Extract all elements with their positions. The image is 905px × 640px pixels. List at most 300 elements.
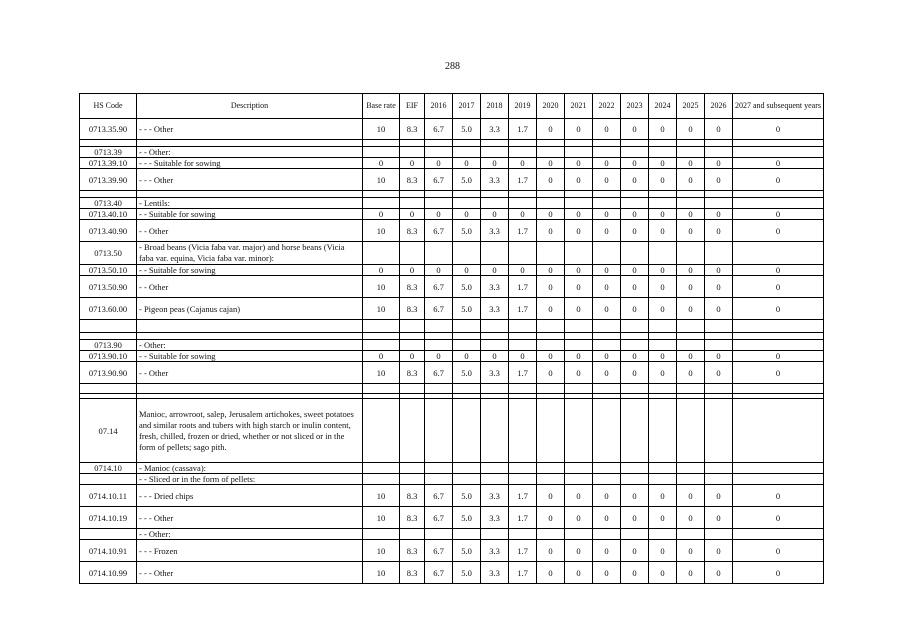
rate-cell xyxy=(453,147,481,158)
rate-cell: 0 xyxy=(705,351,733,362)
rate-cell xyxy=(733,463,824,474)
rate-cell: 6.7 xyxy=(425,540,453,562)
rate-cell xyxy=(481,399,509,463)
rate-cell: 3.3 xyxy=(481,362,509,384)
rate-cell: 6.7 xyxy=(425,220,453,242)
rate-cell xyxy=(733,340,824,351)
rate-cell xyxy=(705,242,733,265)
rate-cell xyxy=(593,320,621,333)
rate-cell xyxy=(593,191,621,198)
rate-cell: 0 xyxy=(649,209,677,220)
page-number: 288 xyxy=(445,61,460,72)
rate-cell xyxy=(705,474,733,485)
rate-cell xyxy=(649,191,677,198)
rate-cell: 0 xyxy=(649,158,677,169)
description-cell: - - - Other xyxy=(137,119,363,140)
description-cell: - - - Frozen xyxy=(137,540,363,562)
rate-cell xyxy=(509,140,537,147)
rate-cell: 0 xyxy=(593,276,621,298)
rate-cell xyxy=(565,333,593,340)
rate-cell xyxy=(400,463,425,474)
rate-cell: 0 xyxy=(621,119,649,140)
rate-cell: 0 xyxy=(593,265,621,276)
rate-cell: 0 xyxy=(621,276,649,298)
rate-cell xyxy=(677,198,705,209)
description-cell: - - - Dried chips xyxy=(137,485,363,507)
rate-cell xyxy=(621,147,649,158)
rate-cell xyxy=(705,198,733,209)
rate-cell xyxy=(425,399,453,463)
rate-cell xyxy=(621,463,649,474)
rate-cell xyxy=(425,242,453,265)
table-row xyxy=(80,333,824,340)
rate-cell: 0 xyxy=(733,276,824,298)
rate-cell: 0 xyxy=(537,220,565,242)
rate-cell xyxy=(509,399,537,463)
rate-cell: 3.3 xyxy=(481,562,509,584)
rate-cell: 0 xyxy=(733,362,824,384)
header-hs-code: HS Code xyxy=(80,94,137,119)
rate-cell xyxy=(677,384,705,394)
rate-cell: 0 xyxy=(677,265,705,276)
rate-cell xyxy=(677,320,705,333)
rate-cell xyxy=(649,333,677,340)
rate-cell xyxy=(593,147,621,158)
hs-code-cell: 0714.10.19 xyxy=(80,507,137,529)
header-eif: EIF xyxy=(400,94,425,119)
description-cell: - - Other xyxy=(137,276,363,298)
rate-cell xyxy=(481,384,509,394)
rate-cell xyxy=(733,399,824,463)
rate-cell xyxy=(363,191,400,198)
rate-cell: 0 xyxy=(481,158,509,169)
rate-cell xyxy=(363,140,400,147)
description-cell: - - - Other xyxy=(137,507,363,529)
rate-cell xyxy=(481,320,509,333)
header-year: 2023 xyxy=(621,94,649,119)
rate-cell xyxy=(537,399,565,463)
rate-cell: 0 xyxy=(621,298,649,320)
rate-cell: 0 xyxy=(621,485,649,507)
rate-cell: 0 xyxy=(565,220,593,242)
rate-cell xyxy=(593,384,621,394)
hs-code-cell xyxy=(80,384,137,394)
rate-cell xyxy=(621,474,649,485)
rate-cell: 10 xyxy=(363,362,400,384)
rate-cell xyxy=(453,242,481,265)
rate-cell: 0 xyxy=(565,209,593,220)
rate-cell: 0 xyxy=(621,540,649,562)
rate-cell xyxy=(621,529,649,540)
rate-cell: 0 xyxy=(677,298,705,320)
rate-cell: 0 xyxy=(537,209,565,220)
rate-cell: 0 xyxy=(733,485,824,507)
rate-cell: 8.3 xyxy=(400,507,425,529)
rate-cell: 0 xyxy=(400,351,425,362)
rate-cell xyxy=(509,340,537,351)
table-row xyxy=(80,220,824,242)
rate-cell: 0 xyxy=(705,485,733,507)
rate-cell xyxy=(363,242,400,265)
rate-cell xyxy=(363,529,400,540)
rate-cell xyxy=(509,320,537,333)
rate-cell xyxy=(537,191,565,198)
rate-cell: 5.0 xyxy=(453,119,481,140)
rate-cell: 1.7 xyxy=(509,169,537,191)
table-row xyxy=(80,140,824,147)
rate-cell: 0 xyxy=(649,351,677,362)
rate-cell: 0 xyxy=(649,220,677,242)
rate-cell xyxy=(649,198,677,209)
rate-cell xyxy=(677,242,705,265)
rate-cell: 0 xyxy=(733,507,824,529)
rate-cell: 0 xyxy=(565,298,593,320)
rate-cell xyxy=(453,340,481,351)
rate-cell: 10 xyxy=(363,276,400,298)
description-cell: - - Other xyxy=(137,220,363,242)
rate-cell xyxy=(565,147,593,158)
rate-cell: 0 xyxy=(363,265,400,276)
rate-cell xyxy=(705,384,733,394)
rate-cell: 0 xyxy=(593,158,621,169)
rate-cell xyxy=(593,529,621,540)
rate-cell xyxy=(705,140,733,147)
description-cell xyxy=(137,333,363,340)
rate-cell xyxy=(565,320,593,333)
rate-cell xyxy=(649,463,677,474)
rate-cell: 0 xyxy=(649,507,677,529)
rate-cell: 0 xyxy=(677,485,705,507)
rate-cell xyxy=(509,147,537,158)
rate-cell xyxy=(363,320,400,333)
table-row xyxy=(80,298,824,320)
rate-cell xyxy=(400,529,425,540)
rate-cell xyxy=(677,340,705,351)
hs-code-cell xyxy=(80,320,137,333)
rate-cell xyxy=(363,198,400,209)
rate-cell: 6.7 xyxy=(425,119,453,140)
rate-cell: 0 xyxy=(649,276,677,298)
rate-cell: 0 xyxy=(733,351,824,362)
rate-cell: 0 xyxy=(565,562,593,584)
rate-cell: 0 xyxy=(593,209,621,220)
rate-cell xyxy=(425,198,453,209)
header-2027-subsequent: 2027 and subsequent years xyxy=(733,94,824,119)
description-cell: - - Other: xyxy=(137,529,363,540)
rate-cell xyxy=(677,140,705,147)
description-cell: - Lentils: xyxy=(137,198,363,209)
header-year: 2022 xyxy=(593,94,621,119)
rate-cell: 0 xyxy=(565,362,593,384)
rate-cell: 1.7 xyxy=(509,540,537,562)
rate-cell xyxy=(621,191,649,198)
rate-cell: 0 xyxy=(537,298,565,320)
rate-cell xyxy=(537,140,565,147)
rate-cell xyxy=(363,340,400,351)
rate-cell: 0 xyxy=(537,351,565,362)
hs-code-cell xyxy=(80,333,137,340)
description-cell: - - Suitable for sowing xyxy=(137,209,363,220)
hs-code-cell: 0713.50.90 xyxy=(80,276,137,298)
rate-cell xyxy=(537,384,565,394)
rate-cell xyxy=(481,463,509,474)
rate-cell: 3.3 xyxy=(481,119,509,140)
rate-cell xyxy=(537,320,565,333)
hs-code-cell: 0714.10 xyxy=(80,463,137,474)
rate-cell xyxy=(400,191,425,198)
table-row xyxy=(80,529,824,540)
description-cell xyxy=(137,320,363,333)
rate-cell: 0 xyxy=(621,362,649,384)
rate-cell: 8.3 xyxy=(400,276,425,298)
rate-cell: 0 xyxy=(733,119,824,140)
rate-cell xyxy=(363,384,400,394)
rate-cell: 0 xyxy=(649,485,677,507)
description-cell: - - Sliced or in the form of pellets: xyxy=(137,474,363,485)
description-cell: - Manioc (cassava): xyxy=(137,463,363,474)
rate-cell xyxy=(621,384,649,394)
hs-code-cell: 0713.90 xyxy=(80,340,137,351)
rate-cell: 1.7 xyxy=(509,507,537,529)
rate-cell: 0 xyxy=(649,119,677,140)
rate-cell: 0 xyxy=(593,169,621,191)
rate-cell: 10 xyxy=(363,119,400,140)
rate-cell xyxy=(621,320,649,333)
hs-code-cell: 0713.39.10 xyxy=(80,158,137,169)
rate-cell xyxy=(733,333,824,340)
rate-cell: 3.3 xyxy=(481,276,509,298)
table-row xyxy=(80,147,824,158)
rate-cell xyxy=(400,384,425,394)
rate-cell: 0 xyxy=(733,265,824,276)
description-cell: - - Suitable for sowing xyxy=(137,351,363,362)
table-row xyxy=(80,384,824,394)
rate-cell xyxy=(509,463,537,474)
description-cell: - - Other: xyxy=(137,147,363,158)
rate-cell: 0 xyxy=(453,209,481,220)
rate-cell xyxy=(481,340,509,351)
rate-cell: 0 xyxy=(481,351,509,362)
rate-cell xyxy=(537,333,565,340)
rate-cell xyxy=(363,463,400,474)
rate-cell: 0 xyxy=(565,276,593,298)
table-row xyxy=(80,242,824,265)
rate-cell: 0 xyxy=(593,485,621,507)
rate-cell xyxy=(649,384,677,394)
rate-cell xyxy=(509,529,537,540)
rate-cell: 0 xyxy=(537,158,565,169)
rate-cell: 0 xyxy=(677,158,705,169)
rate-cell: 0 xyxy=(733,220,824,242)
rate-cell: 5.0 xyxy=(453,362,481,384)
rate-cell: 0 xyxy=(593,362,621,384)
rate-cell: 0 xyxy=(705,507,733,529)
rate-cell xyxy=(425,147,453,158)
rate-cell xyxy=(565,340,593,351)
header-year: 2017 xyxy=(453,94,481,119)
description-cell: - - Suitable for sowing xyxy=(137,265,363,276)
header-year: 2024 xyxy=(649,94,677,119)
rate-cell: 0 xyxy=(705,298,733,320)
header-row xyxy=(80,94,824,119)
rate-cell xyxy=(649,399,677,463)
rate-cell: 0 xyxy=(705,276,733,298)
description-cell xyxy=(137,191,363,198)
rate-cell xyxy=(537,147,565,158)
rate-cell: 8.3 xyxy=(400,485,425,507)
hs-code-cell: 0713.60.00 xyxy=(80,298,137,320)
rate-cell xyxy=(705,333,733,340)
rate-cell xyxy=(621,399,649,463)
table-row xyxy=(80,169,824,191)
rate-cell: 0 xyxy=(509,209,537,220)
rate-cell: 0 xyxy=(733,562,824,584)
rate-cell xyxy=(481,140,509,147)
hs-code-cell: 0714.10.91 xyxy=(80,540,137,562)
rate-cell xyxy=(733,529,824,540)
rate-cell: 6.7 xyxy=(425,362,453,384)
rate-cell xyxy=(593,340,621,351)
rate-cell xyxy=(565,529,593,540)
rate-cell xyxy=(363,474,400,485)
rate-cell: 0 xyxy=(425,158,453,169)
description-cell: - - - Other xyxy=(137,169,363,191)
rate-cell: 3.3 xyxy=(481,220,509,242)
rate-cell: 0 xyxy=(733,209,824,220)
rate-cell xyxy=(621,340,649,351)
rate-cell xyxy=(425,191,453,198)
rate-cell: 0 xyxy=(677,276,705,298)
rate-cell xyxy=(400,474,425,485)
rate-cell xyxy=(537,463,565,474)
hs-code-cell: 0713.39.90 xyxy=(80,169,137,191)
rate-cell: 0 xyxy=(593,562,621,584)
rate-cell: 0 xyxy=(705,158,733,169)
rate-cell: 0 xyxy=(621,169,649,191)
rate-cell: 0 xyxy=(677,169,705,191)
rate-cell: 0 xyxy=(705,362,733,384)
rate-cell xyxy=(509,474,537,485)
rate-cell xyxy=(481,529,509,540)
rate-cell: 0 xyxy=(677,351,705,362)
rate-cell xyxy=(705,147,733,158)
header-base-rate: Base rate xyxy=(363,94,400,119)
rate-cell xyxy=(400,147,425,158)
rate-cell xyxy=(400,340,425,351)
header-year: 2026 xyxy=(705,94,733,119)
header-year: 2021 xyxy=(565,94,593,119)
rate-cell xyxy=(593,474,621,485)
rate-cell xyxy=(621,242,649,265)
rate-cell: 0 xyxy=(537,507,565,529)
rate-cell: 1.7 xyxy=(509,298,537,320)
rate-cell xyxy=(400,140,425,147)
table-body xyxy=(80,119,824,584)
rate-cell xyxy=(677,333,705,340)
rate-cell xyxy=(453,474,481,485)
rate-cell: 0 xyxy=(677,220,705,242)
rate-cell xyxy=(453,140,481,147)
rate-cell: 10 xyxy=(363,485,400,507)
rate-cell xyxy=(649,147,677,158)
rate-cell: 1.7 xyxy=(509,562,537,584)
rate-cell xyxy=(481,198,509,209)
rate-cell: 0 xyxy=(363,351,400,362)
rate-cell: 0 xyxy=(621,209,649,220)
rate-cell: 0 xyxy=(705,169,733,191)
rate-cell: 0 xyxy=(537,119,565,140)
rate-cell: 0 xyxy=(621,562,649,584)
rate-cell xyxy=(481,191,509,198)
rate-cell xyxy=(537,198,565,209)
rate-cell: 8.3 xyxy=(400,562,425,584)
hs-code-cell xyxy=(80,140,137,147)
rate-cell: 0 xyxy=(733,540,824,562)
hs-code-cell: 0713.40.90 xyxy=(80,220,137,242)
hs-code-cell: 0714.10.11 xyxy=(80,485,137,507)
rate-cell: 6.7 xyxy=(425,507,453,529)
rate-cell xyxy=(400,320,425,333)
header-year: 2018 xyxy=(481,94,509,119)
rate-cell: 0 xyxy=(649,169,677,191)
rate-cell xyxy=(705,399,733,463)
rate-cell: 0 xyxy=(593,540,621,562)
rate-cell xyxy=(425,140,453,147)
hs-code-cell: 0713.39 xyxy=(80,147,137,158)
rate-cell xyxy=(593,463,621,474)
rate-cell xyxy=(425,474,453,485)
rate-cell xyxy=(425,333,453,340)
rate-cell: 0 xyxy=(537,169,565,191)
hs-code-cell: 07.14 xyxy=(80,399,137,463)
rate-cell: 0 xyxy=(509,158,537,169)
rate-cell xyxy=(593,242,621,265)
rate-cell xyxy=(649,242,677,265)
rate-cell xyxy=(400,242,425,265)
rate-cell: 0 xyxy=(537,362,565,384)
table-row xyxy=(80,158,824,169)
rate-cell xyxy=(425,340,453,351)
rate-cell xyxy=(481,242,509,265)
rate-cell: 0 xyxy=(565,265,593,276)
rate-cell: 0 xyxy=(453,158,481,169)
rate-cell: 10 xyxy=(363,562,400,584)
table-row xyxy=(80,191,824,198)
rate-cell: 8.3 xyxy=(400,220,425,242)
rate-cell xyxy=(537,340,565,351)
table-row xyxy=(80,507,824,529)
rate-cell xyxy=(565,242,593,265)
rate-cell: 0 xyxy=(677,540,705,562)
rate-cell xyxy=(705,463,733,474)
rate-cell xyxy=(481,147,509,158)
rate-cell: 5.0 xyxy=(453,562,481,584)
rate-cell: 6.7 xyxy=(425,485,453,507)
table-row xyxy=(80,276,824,298)
rate-cell: 0 xyxy=(453,351,481,362)
rate-cell: 0 xyxy=(593,119,621,140)
table-row xyxy=(80,351,824,362)
hs-code-cell: 0713.40.10 xyxy=(80,209,137,220)
rate-cell: 0 xyxy=(509,351,537,362)
header-year: 2019 xyxy=(509,94,537,119)
hs-code-cell: 0713.50 xyxy=(80,242,137,265)
rate-cell xyxy=(649,320,677,333)
rate-cell: 10 xyxy=(363,298,400,320)
rate-cell: 0 xyxy=(593,220,621,242)
description-cell: - Other: xyxy=(137,340,363,351)
rate-cell xyxy=(509,333,537,340)
